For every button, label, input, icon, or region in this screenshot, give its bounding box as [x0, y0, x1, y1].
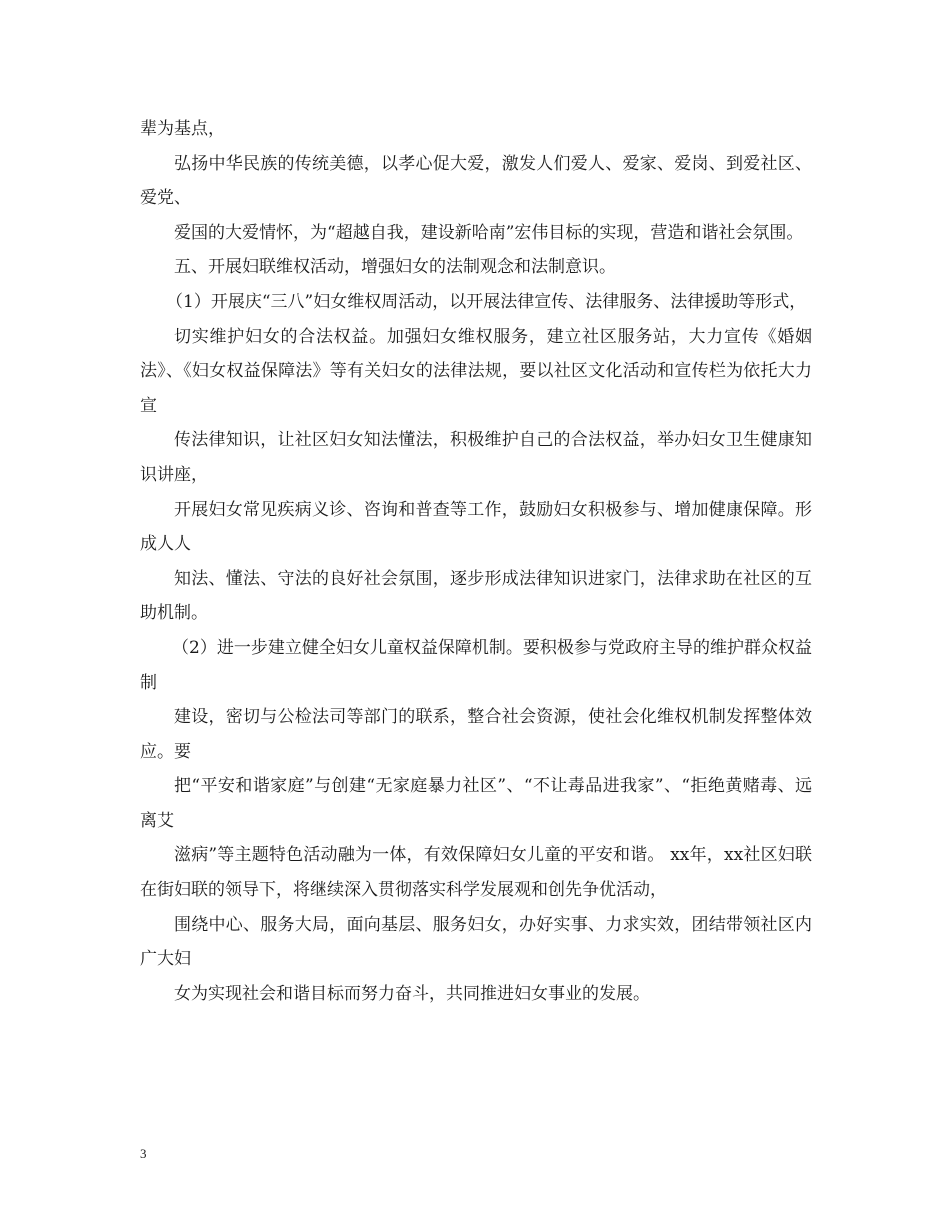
paragraph-5: （1）开展庆“三八”妇女维权周活动，以开展法律宣传、法律服务、法律援助等形式，: [166, 291, 807, 312]
page-number: 3: [140, 1146, 147, 1161]
paragraph-11: 建设，密切与公检法司等部门的联系，整合社会资源，使社会化维权机制发挥整体效应。要: [140, 707, 812, 762]
paragraph-7: 传法律知识，让社区妇女知法懂法，积极维护自己的合法权益，举办妇女卫生健康知识讲座，: [140, 430, 812, 485]
paragraph-4-section-heading: 五、开展妇联维权活动，增强妇女的法制观念和法制意识。: [174, 257, 616, 278]
paragraph-1: 辈为基点，: [140, 119, 225, 139]
paragraph-9: 知法、懂法、守法的良好社会氛围，逐步形成法律知识进家门，法律求助在社区的互助机制。: [140, 568, 812, 624]
paragraph-14: 围绕中心、服务大局，面向基层、服务妇女，办好实事、力求实效，团结带领社区内广大妇: [140, 914, 812, 970]
paragraph-2: 弘扬中华民族的传统美德，以孝心促大爱，激发人们爱人、爱家、爱岗、到爱社区、爱党、: [140, 153, 812, 209]
paragraph-15: 女为实现社会和谐目标而努力奋斗，共同推进妇女事业的发展。: [174, 983, 650, 1004]
document-body: [140, 112, 812, 1011]
paragraph-8: 开展妇女常见疾病义诊、咨询和普查等工作，鼓励妇女积极参与、增加健康保障。形成人人: [140, 499, 812, 555]
paragraph-10: （2）进一步建立健全妇女儿童权益保障机制。要积极参与党政府主导的维护群众权益制: [140, 637, 812, 693]
paragraph-3: 爱国的大爱情怀，为“超越自我，建设新哈南”宏伟目标的实现，营造和谐社会氛围。: [174, 222, 804, 243]
paragraph-6: 切实维护妇女的合法权益。加强妇女维权服务，建立社区服务站，大力宣传《婚姻法》、《妇女权益保障法》等有关妇女的法律法规，要以社区文化活动和宣传栏为依托大力宣: [140, 326, 812, 416]
paragraph-13: 滋病”等主题特色活动融为一体，有效保障妇女儿童的平安和谐。 xx年，xx社区妇联在街妇联的领导下，将继续深入贯彻落实科学发展观和创先争优活动，: [140, 845, 812, 901]
paragraph-12: 把“平安和谐家庭”与创建“无家庭暴力社区”、“不让毒品进我家”、“拒绝黄赌毒、远离艾: [140, 776, 812, 831]
